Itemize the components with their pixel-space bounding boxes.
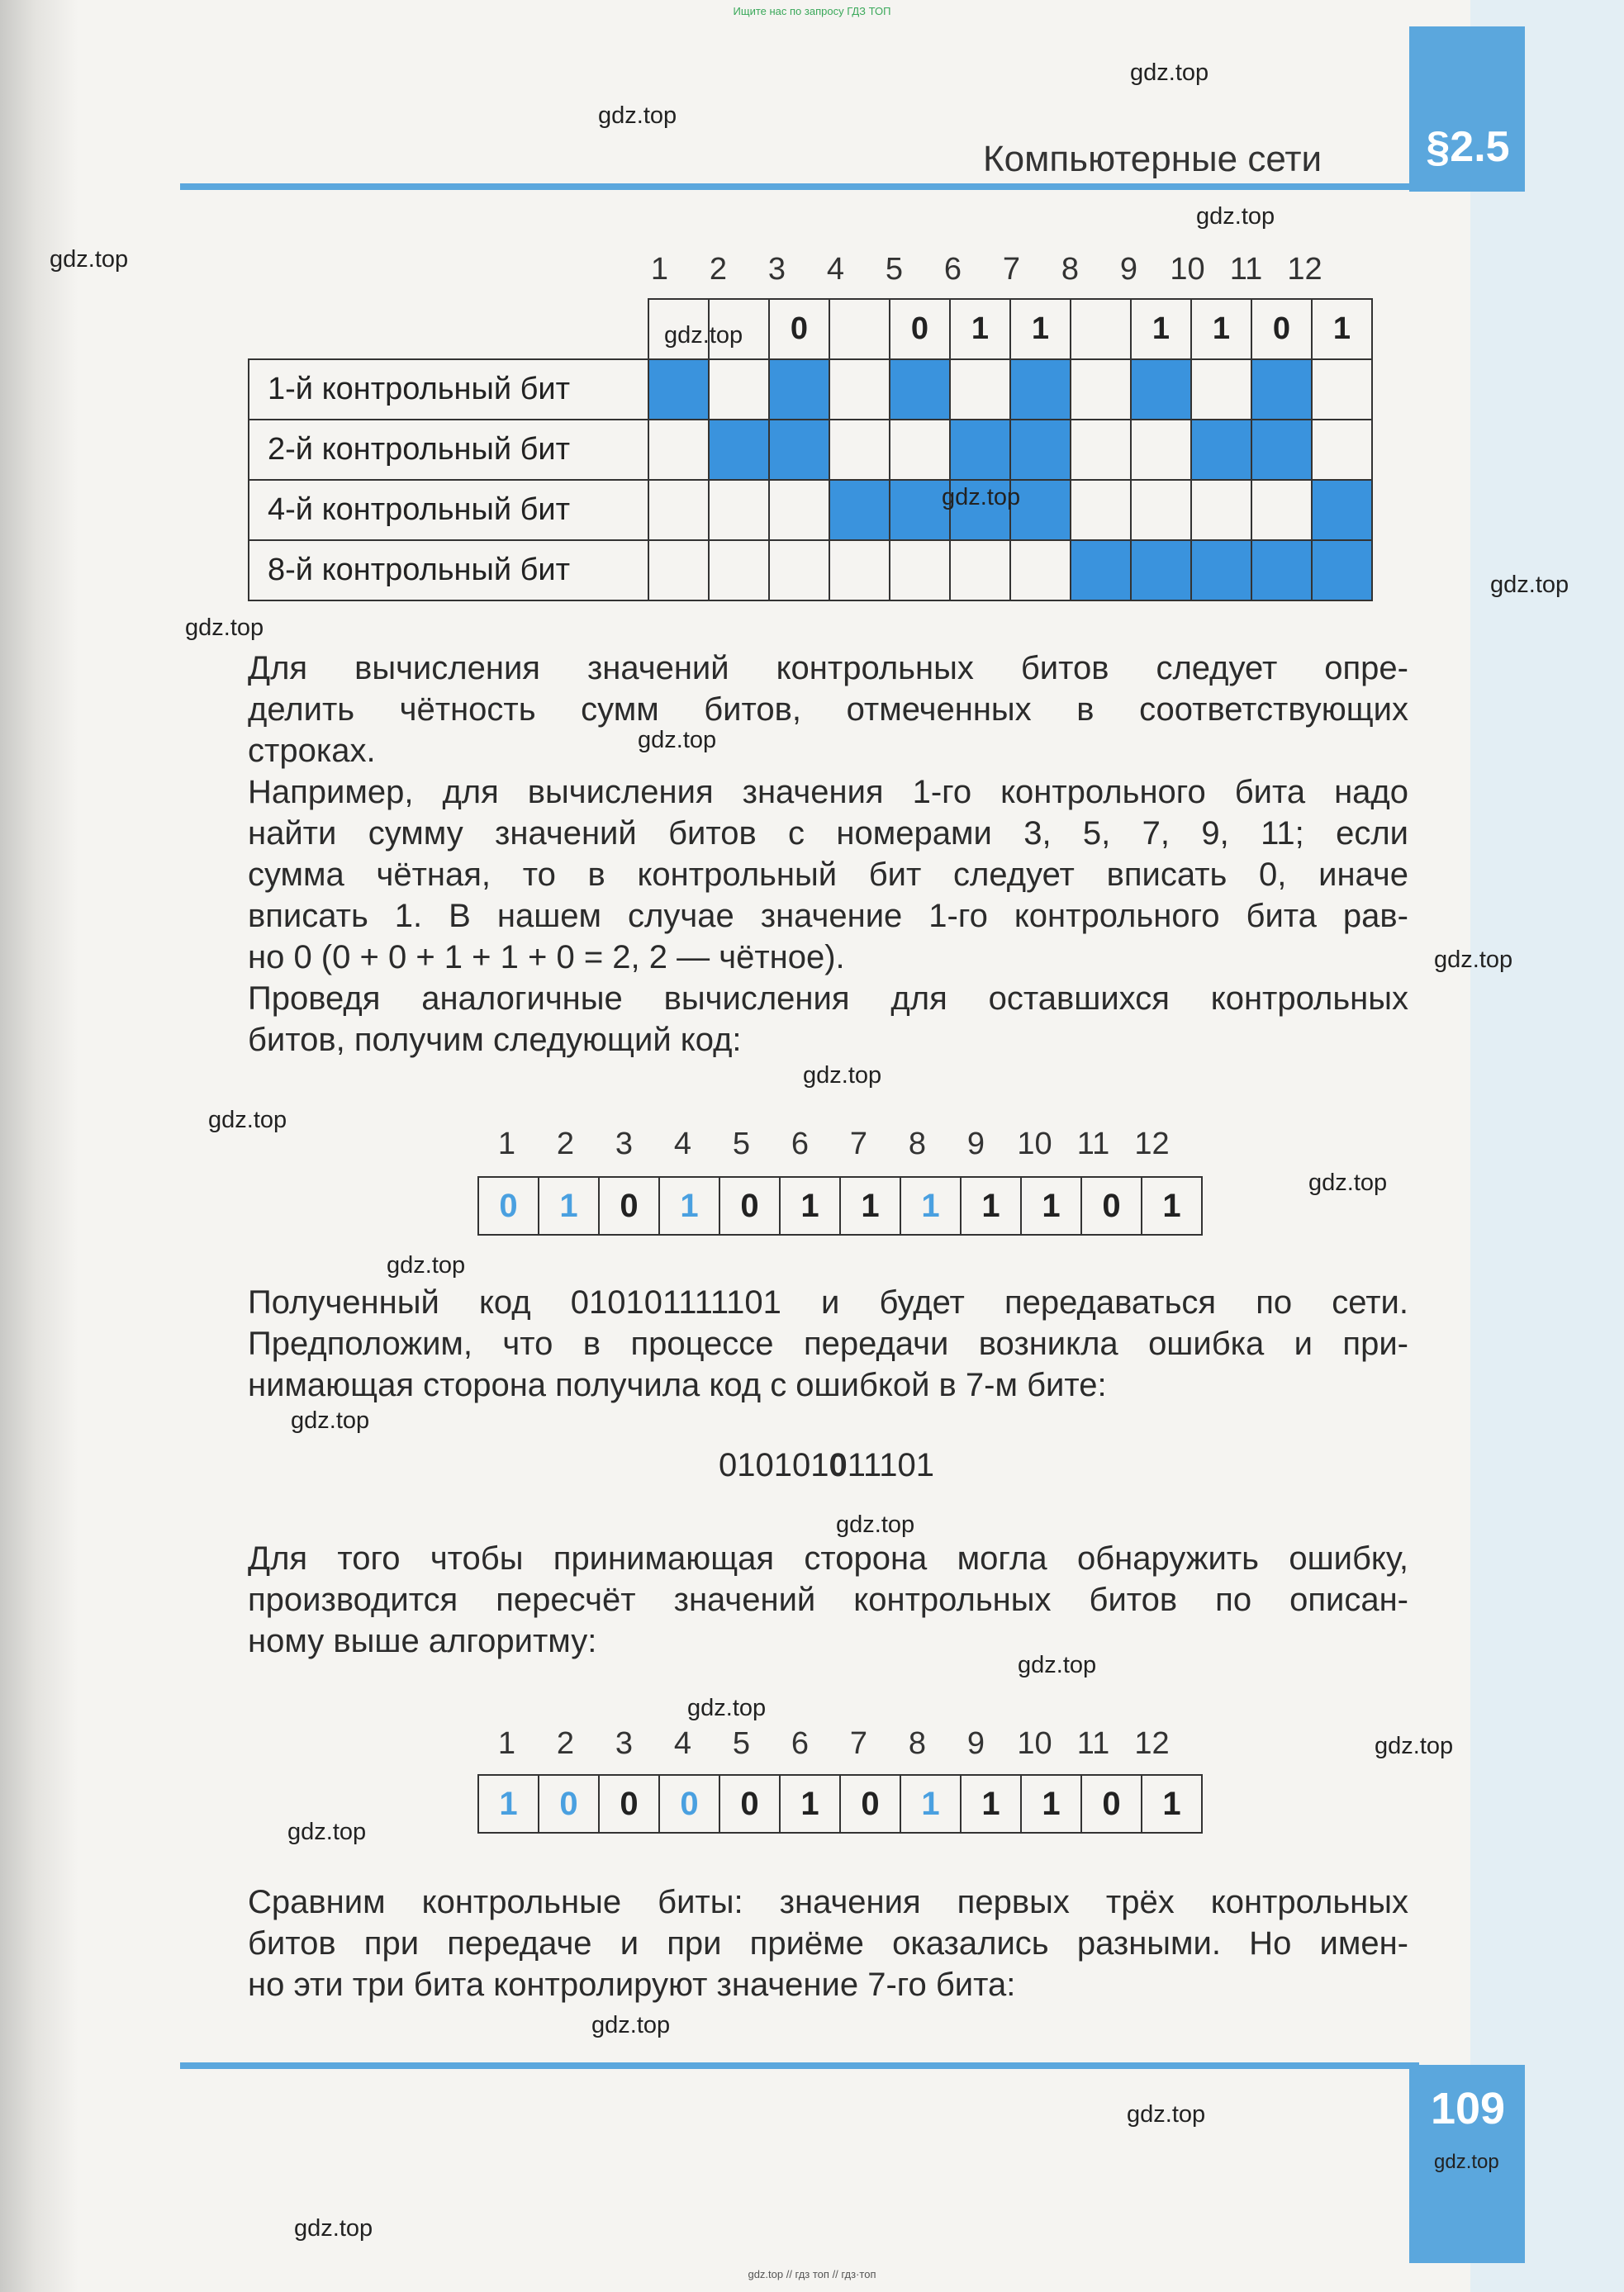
bit-cell: 1 xyxy=(961,1775,1021,1833)
column-number: 11 xyxy=(1076,1726,1110,1761)
bit-cell: 1 xyxy=(780,1775,840,1833)
control-bit-cell: 0 xyxy=(478,1177,539,1235)
marked-cell xyxy=(1010,420,1071,480)
marked-cell xyxy=(1010,359,1071,420)
empty-cell xyxy=(829,540,890,600)
text-line: Например, для вычисления значения 1-го контрольного бита надо xyxy=(248,774,1408,810)
watermark: gdz.top xyxy=(294,2215,373,2242)
paragraph-6 xyxy=(248,1882,1408,2005)
empty-cell xyxy=(769,540,829,600)
empty-cell xyxy=(648,540,709,600)
row-label: 2-й контрольный бит xyxy=(249,420,648,480)
empty-cell xyxy=(1010,540,1071,600)
empty-cell xyxy=(829,359,890,420)
transmitted-code xyxy=(477,1176,1203,1236)
paragraph-4 xyxy=(248,1282,1408,1406)
bit-cell: 0 xyxy=(599,1177,659,1235)
watermark: gdz.top xyxy=(591,2012,671,2038)
control-bit-cell: 0 xyxy=(659,1775,719,1833)
bit-cell: 0 xyxy=(599,1775,659,1833)
watermark: gdz.top xyxy=(1308,1170,1388,1196)
footer-rule xyxy=(180,2062,1419,2069)
paragraph-2 xyxy=(248,771,1408,978)
bit-cell: 1 xyxy=(1142,1177,1202,1235)
empty-cell xyxy=(709,540,769,600)
column-number: 2 xyxy=(556,1726,575,1761)
empty-cell xyxy=(829,420,890,480)
watermark: gdz.top xyxy=(291,1407,370,1434)
watermark: gdz.top xyxy=(1127,2101,1206,2128)
marked-cell xyxy=(950,420,1010,480)
watermark: gdz.top xyxy=(942,484,1021,510)
column-number: 11 xyxy=(1229,252,1263,287)
text-line: битов при передаче и при приёме оказались разными. Но имен- xyxy=(248,1925,1408,1962)
text-line: Для того чтобы принимающая сторона могла обнаружить ошибку, xyxy=(248,1540,1408,1577)
data-cell: 1 xyxy=(1010,299,1071,359)
bit-cell: 1 xyxy=(1021,1775,1081,1833)
watermark: gdz.top xyxy=(1196,203,1275,230)
text-line: Предположим, что в процессе передачи возникла ошибка и при- xyxy=(248,1326,1408,1362)
chapter-title: Компьютерные сети xyxy=(983,139,1322,179)
bit-cell: 0 xyxy=(1081,1177,1142,1235)
watermark: gdz.top xyxy=(1130,59,1209,86)
page-number: 109 xyxy=(1430,2084,1506,2133)
error-bit: 0 xyxy=(829,1447,848,1483)
data-cell xyxy=(829,299,890,359)
marked-cell xyxy=(709,420,769,480)
bit-cell: 1 xyxy=(840,1177,900,1235)
bit-cell: 0 xyxy=(1081,1775,1142,1833)
watermark: gdz.top xyxy=(1375,1733,1454,1759)
section-number: §2.5 xyxy=(1426,123,1510,171)
data-cell: 1 xyxy=(1131,299,1191,359)
empty-cell xyxy=(769,480,829,540)
watermark: gdz.top xyxy=(687,1695,767,1721)
control-bit-cell: 1 xyxy=(659,1177,719,1235)
empty-cell xyxy=(950,359,1010,420)
empty-cell xyxy=(890,420,950,480)
row-label: 1-й контрольный бит xyxy=(249,359,648,420)
watermark: gdz.top xyxy=(664,322,743,349)
marked-cell xyxy=(1251,540,1312,600)
column-number: 10 xyxy=(1017,1127,1052,1161)
column-number: 6 xyxy=(791,1127,810,1161)
marked-cell xyxy=(890,359,950,420)
marked-cell xyxy=(769,359,829,420)
empty-cell xyxy=(1071,480,1131,540)
empty-cell xyxy=(1312,420,1372,480)
paragraph-3 xyxy=(248,978,1408,1061)
column-number: 3 xyxy=(615,1127,634,1161)
marked-cell xyxy=(648,359,709,420)
header-rule xyxy=(180,183,1419,190)
column-number: 12 xyxy=(1287,252,1322,287)
empty-cell xyxy=(950,540,1010,600)
book-spine-shadow xyxy=(0,0,78,2292)
data-cell: 1 xyxy=(1191,299,1251,359)
data-cell: 0 xyxy=(1251,299,1312,359)
column-number: 5 xyxy=(885,252,904,287)
data-cell: 1 xyxy=(1312,299,1372,359)
column-number: 2 xyxy=(556,1127,575,1161)
marked-cell xyxy=(1312,480,1372,540)
column-number: 6 xyxy=(943,252,962,287)
column-number: 3 xyxy=(767,252,786,287)
empty-cell xyxy=(1131,420,1191,480)
marked-cell xyxy=(1312,540,1372,600)
column-number: 8 xyxy=(908,1726,927,1761)
empty-cell xyxy=(1131,480,1191,540)
control-bit-cell: 1 xyxy=(900,1775,961,1833)
watermark: gdz.top xyxy=(836,1511,915,1538)
column-number: 12 xyxy=(1134,1726,1170,1761)
empty-cell xyxy=(1071,420,1131,480)
control-bit-cell: 1 xyxy=(478,1775,539,1833)
column-number: 2 xyxy=(709,252,728,287)
column-number: 9 xyxy=(1119,252,1138,287)
top-note: Ищите нас по запросу ГДЗ ТОП xyxy=(733,5,891,17)
control-bit-cell: 0 xyxy=(539,1775,599,1833)
watermark: gdz.top xyxy=(1490,572,1569,598)
column-number: 4 xyxy=(826,252,845,287)
data-cell: 0 xyxy=(769,299,829,359)
text-line: найти сумму значений битов с номерами 3, 5, 7, 9, 11; если xyxy=(248,815,1408,852)
column-number: 1 xyxy=(497,1726,516,1761)
column-number: 7 xyxy=(1002,252,1021,287)
received-code-with-error: 010101011101 xyxy=(719,1447,935,1483)
watermark: gdz.top xyxy=(185,615,264,641)
text-line: Сравним контрольные биты: значения первых трёх контрольных xyxy=(248,1884,1408,1920)
column-number: 6 xyxy=(791,1726,810,1761)
text-line: производится пересчёт значений контрольных битов по описан- xyxy=(248,1582,1408,1618)
marked-cell xyxy=(769,420,829,480)
watermark: gdz.top xyxy=(287,1819,367,1845)
column-number: 9 xyxy=(966,1726,985,1761)
data-cell xyxy=(1071,299,1131,359)
column-number: 11 xyxy=(1076,1127,1110,1161)
paragraph-5 xyxy=(248,1538,1408,1662)
watermark: gdz.top xyxy=(50,246,129,273)
empty-cell xyxy=(1312,359,1372,420)
bit-cell: 0 xyxy=(719,1775,780,1833)
column-number: 8 xyxy=(908,1127,927,1161)
column-number: 4 xyxy=(673,1127,692,1161)
data-cell: 0 xyxy=(890,299,950,359)
column-number: 3 xyxy=(615,1726,634,1761)
watermark: gdz.top xyxy=(598,102,677,129)
empty-cell xyxy=(1191,480,1251,540)
empty-cell xyxy=(1251,480,1312,540)
text-line: Полученный код 010101111101 и будет передаваться по сети. xyxy=(248,1284,1408,1321)
control-bit-cell: 1 xyxy=(539,1177,599,1235)
column-number: 9 xyxy=(966,1127,985,1161)
empty-cell xyxy=(890,540,950,600)
bit-cell: 0 xyxy=(840,1775,900,1833)
column-number: 1 xyxy=(650,252,669,287)
data-cell: 1 xyxy=(950,299,1010,359)
text-line: строках. xyxy=(248,733,376,769)
marked-cell xyxy=(1131,540,1191,600)
watermark: gdz.top xyxy=(387,1252,466,1279)
text-line: нимающая сторона получила код с ошибкой в 7-м бите: xyxy=(248,1367,1107,1403)
column-number: 4 xyxy=(673,1726,692,1761)
text-line: но эти три бита контролируют значение 7-го бита: xyxy=(248,1967,1016,2003)
column-number: 7 xyxy=(849,1127,868,1161)
marked-cell xyxy=(1071,540,1131,600)
watermark: gdz.top xyxy=(638,727,717,753)
text-line: делить чётность сумм битов, отмеченных в соответствующих xyxy=(248,691,1408,728)
control-bits-table xyxy=(248,298,1373,601)
watermark: gdz.top xyxy=(208,1107,287,1133)
marked-cell xyxy=(829,480,890,540)
text-line: но 0 (0 + 0 + 1 + 1 + 0 = 2, 2 — чётное). xyxy=(248,939,845,975)
control-bit-cell: 1 xyxy=(900,1177,961,1235)
marked-cell xyxy=(1191,540,1251,600)
column-number: 7 xyxy=(849,1726,868,1761)
empty-cell xyxy=(648,420,709,480)
column-number: 12 xyxy=(1134,1127,1170,1161)
marked-cell xyxy=(1251,420,1312,480)
column-number: 10 xyxy=(1170,252,1205,287)
column-number: 5 xyxy=(732,1726,751,1761)
column-number: 5 xyxy=(732,1127,751,1161)
empty-cell xyxy=(709,359,769,420)
marked-cell xyxy=(1251,359,1312,420)
bit-cell: 1 xyxy=(961,1177,1021,1235)
row-label: 4-й контрольный бит xyxy=(249,480,648,540)
empty-cell xyxy=(709,480,769,540)
column-number: 8 xyxy=(1061,252,1080,287)
text-line: ному выше алгоритму: xyxy=(248,1623,597,1659)
column-number: 1 xyxy=(497,1127,516,1161)
empty-cell xyxy=(648,480,709,540)
text-line: Проведя аналогичные вычисления для оставшихся контрольных xyxy=(248,980,1408,1017)
row-label: 8-й контрольный бит xyxy=(249,540,648,600)
bit-cell: 0 xyxy=(719,1177,780,1235)
recalculated-code xyxy=(477,1774,1203,1834)
watermark: gdz.top xyxy=(1434,947,1513,973)
text-line: битов, получим следующий код: xyxy=(248,1022,742,1058)
paragraph-1 xyxy=(248,648,1408,771)
column-number: 10 xyxy=(1017,1726,1052,1761)
watermark: gdz.top xyxy=(1018,1652,1097,1678)
bit-cell: 1 xyxy=(1142,1775,1202,1833)
marked-cell xyxy=(1191,420,1251,480)
marked-cell xyxy=(1131,359,1191,420)
watermark: gdz.top xyxy=(1434,2151,1499,2173)
right-margin-band xyxy=(1470,0,1624,2292)
empty-cell xyxy=(1191,359,1251,420)
text-line: сумма чётная, то в контрольный бит следует вписать 0, иначе xyxy=(248,857,1408,893)
text-line: вписать 1. В нашем случае значение 1-го контрольного бита рав- xyxy=(248,898,1408,934)
bottom-note: gdz.top // гдз топ // гдз·топ xyxy=(748,2268,876,2280)
bit-cell: 1 xyxy=(780,1177,840,1235)
text-line: Для вычисления значений контрольных битов следует опре- xyxy=(248,650,1408,686)
watermark: gdz.top xyxy=(803,1062,882,1089)
bit-cell: 1 xyxy=(1021,1177,1081,1235)
empty-cell xyxy=(1071,359,1131,420)
